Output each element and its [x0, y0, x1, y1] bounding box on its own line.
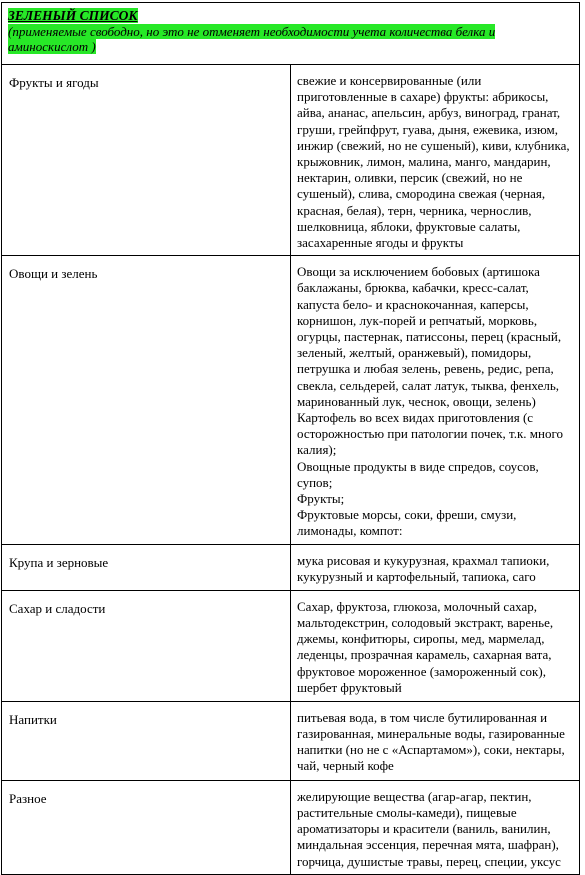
list-subtitle-line1: (применяемые свободно, но это не отменяет необходимости учета количества белка и	[8, 24, 496, 40]
category-cell: Напитки	[2, 701, 291, 780]
items-cell	[291, 256, 580, 544]
green-list-table	[1, 2, 580, 875]
items-cell: питьевая вода, в том числе бутилированная и газированная, минеральные воды, газированные напитки (но не с «Аспартамом»), соки, нектары, чай, черный кофе	[291, 701, 580, 780]
header-row	[2, 3, 580, 65]
category-cell: Разное	[2, 780, 291, 874]
items-text: Овощи за исключением бобовых (артишока баклажаны, брюква, кабачки, кресс-салат, капуста бело- и краснокочанная, каперсы, корнишон, лук-порей и репчатый, морковь, огурцы, пастернак, патиссоны, перец (красный, зеленый, желтый, оранжевый), помидоры, петрушка и любая зелень, ревень, редис, репа, свекла, сельдерей, салат латук, тыква, фенхель, маринованный лук, чеснок, овощи, зелень)	[297, 264, 562, 409]
category-cell: Крупа и зерновые	[2, 544, 291, 590]
items-note: Овощные продукты в виде спредов, соусов, супов;	[297, 458, 539, 490]
items-note: Картофель во всех видах приготовления (с осторожностью при патологии почек, т.к. много калия);	[297, 410, 563, 458]
table-row	[2, 780, 580, 874]
header-cell	[2, 3, 580, 65]
items-note: Фрукты;	[297, 491, 345, 507]
items-cell: желирующие вещества (агар-агар, пектин, растительные смолы-камеди), пищевые ароматизаторы и красители (ваниль, ванилин, миндальная эссенция, перечная мята, шафран), горчица, душистые травы, перец, специи, уксус	[291, 780, 580, 874]
items-cell: Сахар, фруктоза, глюкоза, молочный сахар, мальтодекстрин, солодовый экстракт, варенье, джемы, конфитюры, сиропы, мед, мармелад, леденцы, прозрачная карамель, сахарная вата, фруктовое мороженное (замороженный сок), шербет фруктовый	[291, 590, 580, 701]
table-row	[2, 65, 580, 256]
table-row	[2, 701, 580, 780]
category-cell: Фрукты и ягоды	[2, 65, 291, 256]
table-row	[2, 256, 580, 544]
list-subtitle-line2: аминоскислот )	[8, 39, 96, 55]
list-title: ЗЕЛЕНЫЙ СПИСОК	[8, 8, 138, 23]
items-note: Фруктовые морсы, соки, фреши, смузи, лимонады, компот:	[297, 507, 517, 539]
category-cell: Овощи и зелень	[2, 256, 291, 544]
table-row	[2, 544, 580, 590]
items-cell: свежие и консервированные (или приготовленные в сахаре) фрукты: абрикосы, айва, ананас, апельсин, арбуз, виноград, гранат, груши, грейпфрут, гуава, дыня, ежевика, изюм, инжир (свежий, но не сушеный), киви, клубника, крыжовник, лимон, малина, манго, мандарин, нектарин, оливки, персик (свежий, но не сушеный), слива, смородина свежая (черная, красная, белая), терн, черника, чернослив, шелковница, яблоки, фруктовые салаты, засахаренные ягоды и фрукты	[291, 65, 580, 256]
table-row	[2, 590, 580, 701]
category-cell: Сахар и сладости	[2, 590, 291, 701]
items-cell: мука рисовая и кукурузная, крахмал тапиоки, кукурузный и картофельный, тапиока, саго	[291, 544, 580, 590]
